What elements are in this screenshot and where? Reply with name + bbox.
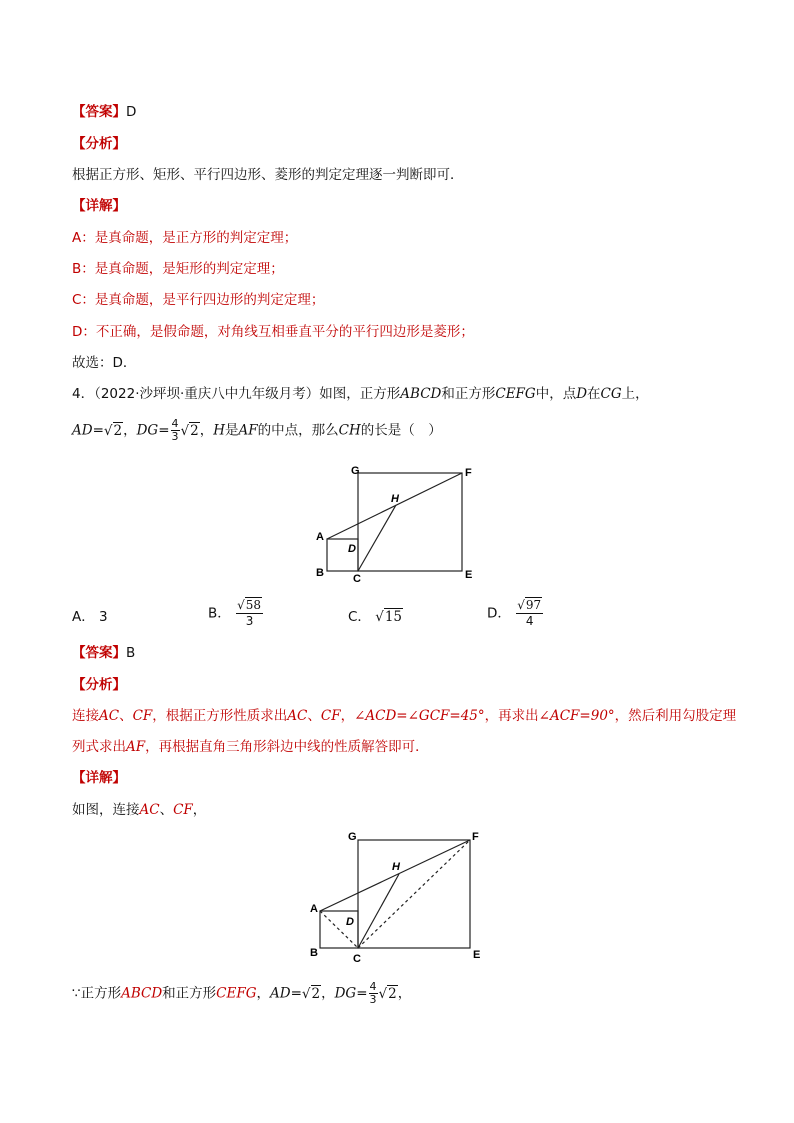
answer-line-1 [72,102,136,122]
analysis-text-2-line-2: 列式求出AF，再根据直角三角形斜边中线的性质解答即可． [72,739,429,755]
question-4-line-1: 4．（2022·沙坪坝·重庆八中九年级月考）如图，正方形ABCD和正方形CEFG中，点D在CG上， [72,386,649,402]
answer-label: 【答案】 [72,104,126,120]
label-g: G [348,831,357,843]
label-g: G [351,465,360,477]
answer-value: D [126,104,137,120]
label-h: H [391,493,399,505]
label-c: C [353,953,361,964]
question-4-line-2: AD=√2，DG= $\frac{4}{3}$ √2，H是AF的中点，那么CH的长是（ ） [72,417,442,443]
label-d: D [346,916,354,928]
analysis-label-1: 【分析】 [72,136,126,152]
detail-text-2: 如图，连接AC、CF， [72,802,207,818]
answer-value-2: B [126,645,136,661]
label-c: C [353,573,361,584]
segment-af [327,473,462,539]
label-b: B [310,947,318,959]
answer-line-2: 【答案】B [72,645,136,661]
label-e: E [473,949,481,961]
label-f: F [472,831,479,843]
label-b: B [316,567,324,579]
sqrt-expression: √2 [103,422,123,439]
segment-cf-dashed [358,840,470,948]
analysis-text-1: 根据正方形、矩形、平行四边形、菱形的判定定理逐一判断即可． [72,167,464,183]
label-a: A [310,903,318,915]
segment-ch [358,874,399,948]
analysis-text-2-line-1: 连接AC、CF，根据正方形性质求出AC、CF，∠ACD=∠GCF=45°，再求出∠ACF=90°，然后利用勾股定理 [72,708,737,724]
option-a[interactable]: A． 3 [72,609,108,625]
label-f: F [465,467,472,479]
because-line: ∵正方形ABCD和正方形CEFG，AD=√2，DG= $\frac{4}{3}$ √2， [72,980,412,1006]
question-source: （2022·沙坪坝·重庆八中九年级月考） [94,386,320,402]
option-c[interactable]: C． √15 [348,609,403,625]
segment-af [320,840,470,911]
label-a: A [316,531,324,543]
conclusion-1: 故选：D． [72,355,137,371]
label-d: D [348,543,356,555]
analysis-label-2: 【分析】 [72,677,126,693]
detail-item-d: D：不正确，是假命题，对角线互相垂直平分的平行四边形是菱形； [72,324,474,340]
option-b[interactable]: B． $\frac{√58}{3}$ [208,598,261,628]
label-h: H [392,861,400,873]
detail-label-2: 【详解】 [72,770,126,786]
option-d[interactable]: D． $\frac{√97}{4}$ [487,598,542,628]
label-e: E [465,569,473,581]
detail-item-a: A：是真命题，是正方形的判定定理； [72,230,298,246]
square-cefg [358,473,462,571]
detail-item-b: B：是真命题，是矩形的判定定理； [72,261,284,277]
geometry-figure-2 [308,830,488,964]
fraction: $\frac{4}{3}$ [171,417,179,443]
geometry-figure-1 [308,462,478,584]
detail-item-c: C：是真命题，是平行四边形的判定定理； [72,292,325,308]
detail-label-1: 【详解】 [72,198,126,214]
